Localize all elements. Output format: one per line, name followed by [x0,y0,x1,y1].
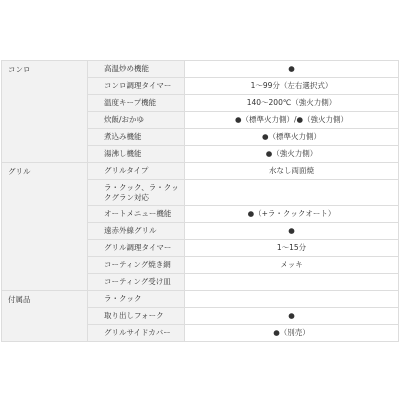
table-row [2,291,399,308]
row-value: ●（標準火力側） [185,129,399,146]
row-label: グリルタイプ [88,163,185,180]
row-label: オートメニュー機能 [88,206,185,223]
row-value: メッキ [185,257,399,274]
row-label: 温度キープ機能 [88,95,185,112]
row-value: ●（強火力側） [185,146,399,163]
row-label: 高温炒め機能 [88,61,185,78]
row-label: 煮込み機能 [88,129,185,146]
row-value [185,291,399,308]
row-value: ● [185,308,399,325]
row-value [185,274,399,291]
row-value: 140〜200℃（強火力側） [185,95,399,112]
row-label: 湯沸し機能 [88,146,185,163]
row-label: 炊飯/おかゆ [88,112,185,129]
row-value: 1〜15分 [185,240,399,257]
row-value: ●（標準火力側）/●（強火力側） [185,112,399,129]
row-value: ● [185,61,399,78]
row-value: ● [185,223,399,240]
row-value: ●（+ラ・クックオート） [185,206,399,223]
row-label: グリルサイドカバー [88,325,185,342]
category-cell-konro: コンロ [2,61,88,163]
row-label: コンロ調理タイマー [88,78,185,95]
row-label: グリル調理タイマー [88,240,185,257]
row-value: 1〜99分（左右選択式） [185,78,399,95]
row-label: ラ・クック [88,291,185,308]
row-label: 遠赤外線グリル [88,223,185,240]
row-label: コーティング焼き網 [88,257,185,274]
row-value [185,180,399,206]
row-label: ラ・クック、ラ・クックグラン対応 [88,180,185,206]
spec-table [1,60,399,342]
table-row [2,61,399,78]
row-value: 水なし両面焼 [185,163,399,180]
row-label: コーティング受け皿 [88,274,185,291]
row-label: 取り出しフォーク [88,308,185,325]
table-row [2,163,399,180]
category-cell-accessories: 付属品 [2,291,88,342]
row-value: ●（別売） [185,325,399,342]
category-cell-grill: グリル [2,163,88,291]
